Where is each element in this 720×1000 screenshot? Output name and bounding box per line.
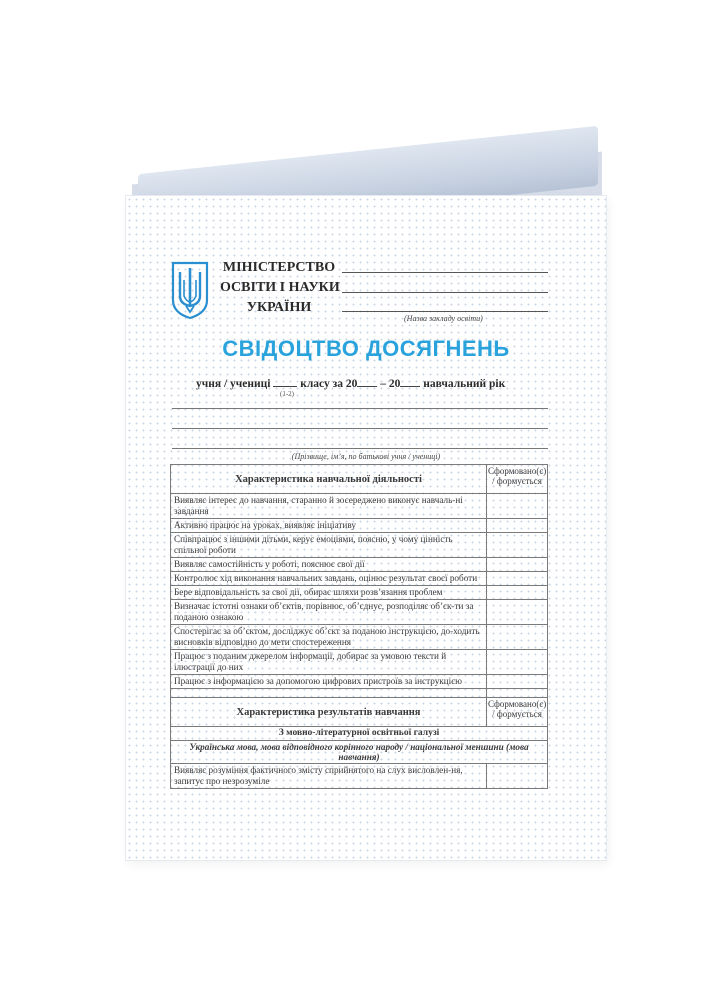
ministry-line-3: УКРАЇНИ	[246, 300, 312, 315]
mark-cell	[487, 764, 548, 789]
trident-coat-of-arms-icon	[170, 260, 210, 320]
mark-cell	[487, 650, 548, 675]
mark-cell	[487, 675, 548, 689]
table-row	[171, 764, 548, 789]
table-row	[171, 600, 548, 625]
table-row	[171, 572, 548, 586]
activity-row-2: Активно працює на уроках, виявляє ініціативу	[171, 519, 487, 533]
mark-cell	[487, 572, 548, 586]
year-end-blank	[400, 376, 420, 387]
pupil-label: учня / учениці	[196, 378, 271, 390]
table-row	[171, 625, 548, 650]
subject-area-header: З мовно-літературної освітньої галузі	[171, 727, 548, 741]
table-subheader-row	[171, 741, 548, 764]
mark-cell	[487, 586, 548, 600]
subject-header: Українська мова, мова відповідного корінного народу / національної меншини (мова навчання)	[171, 741, 548, 764]
year-end-label: – 20	[380, 378, 401, 390]
spacer-cell	[487, 689, 548, 698]
table-header-row	[171, 465, 548, 494]
class-year-label: класу за 20	[300, 378, 358, 390]
class-hint: (1-2)	[280, 390, 294, 398]
achievements-table	[170, 464, 548, 789]
activity-row-5: Контролює хід виконання навчальних завдань, оцінює результат своєї роботи	[171, 572, 487, 586]
activity-header: Характеристика навчальної діяльності	[171, 465, 487, 494]
results-mark-header: Сформовано(є) / формується	[487, 698, 548, 727]
results-header: Характеристика результатів навчання	[171, 698, 487, 727]
table-row	[171, 586, 548, 600]
year-start-blank	[357, 376, 377, 387]
school-name-line-1	[342, 272, 548, 273]
table-row	[171, 558, 548, 572]
certificate-cover	[126, 196, 606, 860]
pupil-class-line	[196, 376, 505, 390]
table-row	[171, 675, 548, 689]
document-title: СВІДОЦТВО ДОСЯГНЕНЬ	[222, 336, 510, 361]
pupil-name-caption: (Прізвище, ім’я, по батькові учня / учениці)	[291, 452, 441, 461]
table-spacer-row	[171, 689, 548, 698]
pupil-name-line-2	[172, 428, 548, 429]
table-row	[171, 650, 548, 675]
pupil-name-line-3	[172, 448, 548, 449]
mark-cell	[487, 625, 548, 650]
activity-row-9: Працює з поданим джерелом інформації, добирає за умовою тексти й ілюстрації до них	[171, 650, 487, 675]
school-name-caption: (Назва закладу освіти)	[404, 314, 483, 323]
school-name-line-2	[342, 292, 548, 293]
ministry-line-2: ОСВІТИ І НАУКИ	[220, 280, 340, 295]
ministry-line-1: МІНІСТЕРСТВО	[222, 260, 336, 275]
mark-cell	[487, 600, 548, 625]
mark-cell	[487, 558, 548, 572]
spacer-cell	[171, 689, 487, 698]
table-row	[171, 533, 548, 558]
activity-mark-header: Сформовано(є) / формується	[487, 465, 548, 494]
table-subheader-row	[171, 727, 548, 741]
activity-row-1: Виявляє інтерес до навчання, старанно й зосереджено виконує навчаль-ні завдання	[171, 494, 487, 519]
activity-row-10: Працює з інформацією за допомогою цифрових пристроїв за інструкцією	[171, 675, 487, 689]
activity-row-6: Бере відповідальність за свої дії, обирає шляхи розв’язання проблем	[171, 586, 487, 600]
result-row-1: Виявляє розуміння фактичного змісту сприйнятого на слух висловлен-ня, запитує про незрозуміле	[171, 764, 487, 789]
table-row	[171, 494, 548, 519]
activity-row-8: Спостерігає за об’єктом, досліджує об’єкт за поданою інструкцією, до-ходить висновків відповідно до мети спостереження	[171, 625, 487, 650]
activity-row-3: Співпрацює з іншими дітьми, керує емоціями, поясню, у чому цінність спільної роботи	[171, 533, 487, 558]
school-year-label: навчальний рік	[423, 378, 506, 390]
mark-cell	[487, 494, 548, 519]
mark-cell	[487, 533, 548, 558]
pupil-name-line-1	[172, 408, 548, 409]
class-blank	[273, 376, 297, 387]
table-row	[171, 519, 548, 533]
mark-cell	[487, 519, 548, 533]
school-name-line-3	[342, 311, 548, 312]
activity-row-7: Визначає істотні ознаки об’єктів, порівнює, об’єднує, розподіляє об’єк-ти за поданою ознакою	[171, 600, 487, 625]
activity-row-4: Виявляє самостійність у роботі, пояснює свої дії	[171, 558, 487, 572]
table-header-row	[171, 698, 548, 727]
ministry-name	[220, 258, 338, 318]
